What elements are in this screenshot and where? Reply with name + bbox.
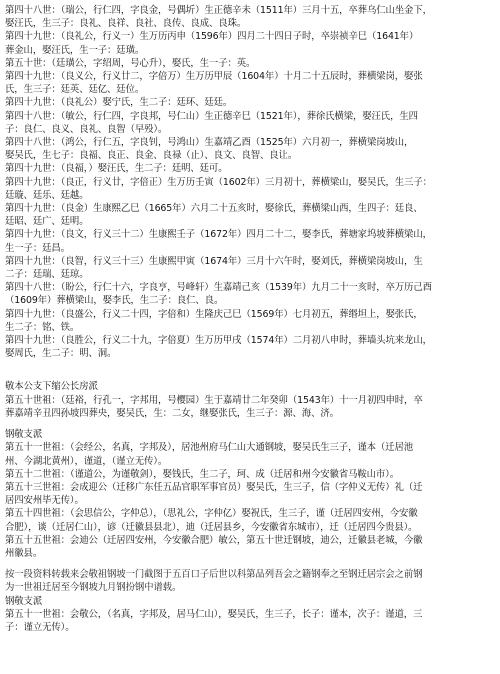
section-heading: 敬本公支下缩公长房派 bbox=[5, 381, 98, 393]
text-line: 氏，生三子：廷英、廷亿、廷位。 bbox=[5, 84, 145, 96]
text-line: 按一段资料转载来会敬祖钢坡一门截图于五百口子后世以科第品列吾会之籍钢奉之至钢迁居宗会之前钢 bbox=[5, 569, 423, 581]
text-line: 第四十八世：（盼公，行仁十六，字良亨，号峰轩）生嘉靖己亥（1539年）九月二十一亥时，卒万历己酉 bbox=[5, 282, 432, 294]
text-line: 廷璇、廷乐、廷越。 bbox=[5, 189, 89, 201]
spacer bbox=[5, 420, 494, 428]
text-line: 第四十八世：（瑞公，行仁四，字良金，号偶圻）生正德辛未（1511年）三月十五，卒葬乌仁山坐金下， bbox=[5, 5, 432, 16]
text-line: 第四十九世：（良礼公，行义一）生万历丙申（1596年）四月二十四日子时，卒崇祯辛巳（1641年） bbox=[5, 31, 419, 43]
text-line: 子：良仁、良义、良礼、良智（早殁）。 bbox=[5, 123, 168, 135]
text-line: 第四十九世：（良胜公，行义二十九，字倍夏）生万历甲戌（1574年）二月初八申时，葬墙头坑来龙山， bbox=[5, 335, 432, 347]
genealogy-block-4 bbox=[5, 568, 494, 594]
text-line: 第五十五世祖：会迪公（迁居四安州，今安徽合肥）敏公，第五十世迁钢坡，迪公，迁徽县老城，今徽 bbox=[5, 534, 423, 546]
text-line: 娶汪氏，生三子：良礼、良祥、良社、良传、良成、良珠。 bbox=[5, 18, 247, 30]
text-line: 子：谨立无传）。 bbox=[5, 621, 75, 633]
text-line: 第五十世祖：（廷裕，行孔一，字邦用，号樱园）生于嘉靖廿二年癸卯（1543年）十一月初四申时，卒 bbox=[5, 394, 423, 406]
text-line: 合肥），谈（迁居仁山），谚（迁徽县县北），迪（迁居县乡，今安徽省东城市），迁（迁居四今贵县）。 bbox=[5, 521, 418, 533]
text-line: （1609年）葬横梁山，娶李氏，生二子：良仁、良。 bbox=[5, 295, 224, 307]
text-line: 第五十世：（廷璜公，字绍周，号心升），娶氏，生一子：英。 bbox=[5, 57, 256, 69]
genealogy-block-1 bbox=[5, 4, 494, 360]
text-line: 葬金山，娶汪氏，生一子：廷璜。 bbox=[5, 44, 145, 56]
text-line: 州、今湖北黄州），谨道，（谨立无传）。 bbox=[5, 455, 168, 467]
text-line: 第四十九世：（良金）生康熙乙巳（1665年）六月二十五亥时，娶徐氏，葬横梁山西，生四子：廷良、 bbox=[5, 203, 423, 215]
text-line: 第五十一世祖：会敬公，（名真，字邦及，居马仁山），娶吴氏，生三子，长子：谨本，次子：谨道，三 bbox=[5, 608, 423, 620]
text-line: 二子：廷瑞、廷琼。 bbox=[5, 269, 89, 281]
text-line: 葬嘉靖辛丑四孙坡四葬央，娶吴氏，生：二女，继娶张氏，生三子：源、海、济。 bbox=[5, 407, 339, 419]
text-line: 第四十九世：（良正，行义廿，字倍正）生万历壬寅（1602年）三月初十，葬横梁山，娶吴氏，生三子： bbox=[5, 176, 432, 188]
genealogy-block-5 bbox=[5, 595, 494, 635]
text-line: 第四十八世：（鸿公，行仁五，字良钊，号鸿山）生嘉靖乙酉（1525年）六月初一，葬横梁岗坡山， bbox=[5, 137, 414, 149]
text-line: 第五十二世祖：（谨道公，为谨敬剑），娶钱氏，生二子，珂、成（迁居和州今安徽省马鞍山市）。 bbox=[5, 468, 400, 480]
text-line: 为一世祖迁居至今钢坡九月钢扮钢中谱载。 bbox=[5, 582, 182, 594]
text-line: 居四安州毕无传）。 bbox=[5, 495, 84, 507]
text-line: 第五十一世祖：（会经公，名真，字邦及），居池州府马仁山大通钢坡，娶吴氏生三子，谨本（迁居池 bbox=[5, 442, 413, 454]
text-line: 第四十九世：（良智，行义三十三）生康熙甲寅（1674年）三月十六午时，娶刘氏，葬横梁岗坡山，生 bbox=[5, 255, 423, 267]
text-line: 第四十九世：（良文，行义三十二）生康熙壬子（1672年）四月二十二，娶李氏，葬塘家坞坡葬横梁山， bbox=[5, 229, 432, 241]
text-line: 第五十三世祖：会成迎公（迁移广东任五品官职军事官员）娶吴氏，生三子，信（字仲义无传）礼（迁 bbox=[5, 481, 423, 493]
text-line: 第四十九世：（良礼公）娶宁氏，生二子：廷环、廷廷。 bbox=[5, 97, 233, 109]
text-line: 第四十八世：（敏公，行仁四，字良邦，号仁山）生正德辛巳（1521年），葬徐氏横梁，娶汪氏，生四 bbox=[5, 110, 418, 122]
genealogy-block-3 bbox=[5, 428, 494, 560]
text-line: 州徽县。 bbox=[5, 547, 43, 559]
section-heading: 钢敬支派 bbox=[5, 429, 43, 441]
text-line: 第五十四世祖：（会思信公，字仲总），（思礼公，字仲亿）娶祝氏，生三子，谨（迁居四安州，今安徽 bbox=[5, 508, 418, 520]
text-line: 第四十九世：（良义公，行义廿二，字倍万）生万历甲辰（1604年）十月二十五辰时，葬横梁岗，娶张 bbox=[5, 71, 423, 83]
text-line: 娶周氏，生二子：明、洞。 bbox=[5, 348, 117, 360]
spacer bbox=[5, 360, 494, 380]
section-heading: 钢敬支派 bbox=[5, 595, 43, 607]
genealogy-block-2 bbox=[5, 380, 494, 420]
text-line: 生一子：廷昌。 bbox=[5, 242, 70, 254]
text-line: 第四十九世：（良盛公，行义二十四，字倍和）生隆庆己巳（1569年）七月初五，葬缗坦上，娶张氏， bbox=[5, 308, 423, 320]
spacer bbox=[5, 560, 494, 568]
text-line: 生二子：铭、铁。 bbox=[5, 321, 80, 333]
text-line: 廷昭、廷广、廷明。 bbox=[5, 216, 89, 228]
text-line: 娶吴氏，生七子：良福、良正、良金、良禄（止）、良文、良智、良让。 bbox=[5, 150, 298, 162]
text-line: 第四十九世：（良福，）娶汪氏，生二子：廷明、廷可。 bbox=[5, 163, 228, 175]
